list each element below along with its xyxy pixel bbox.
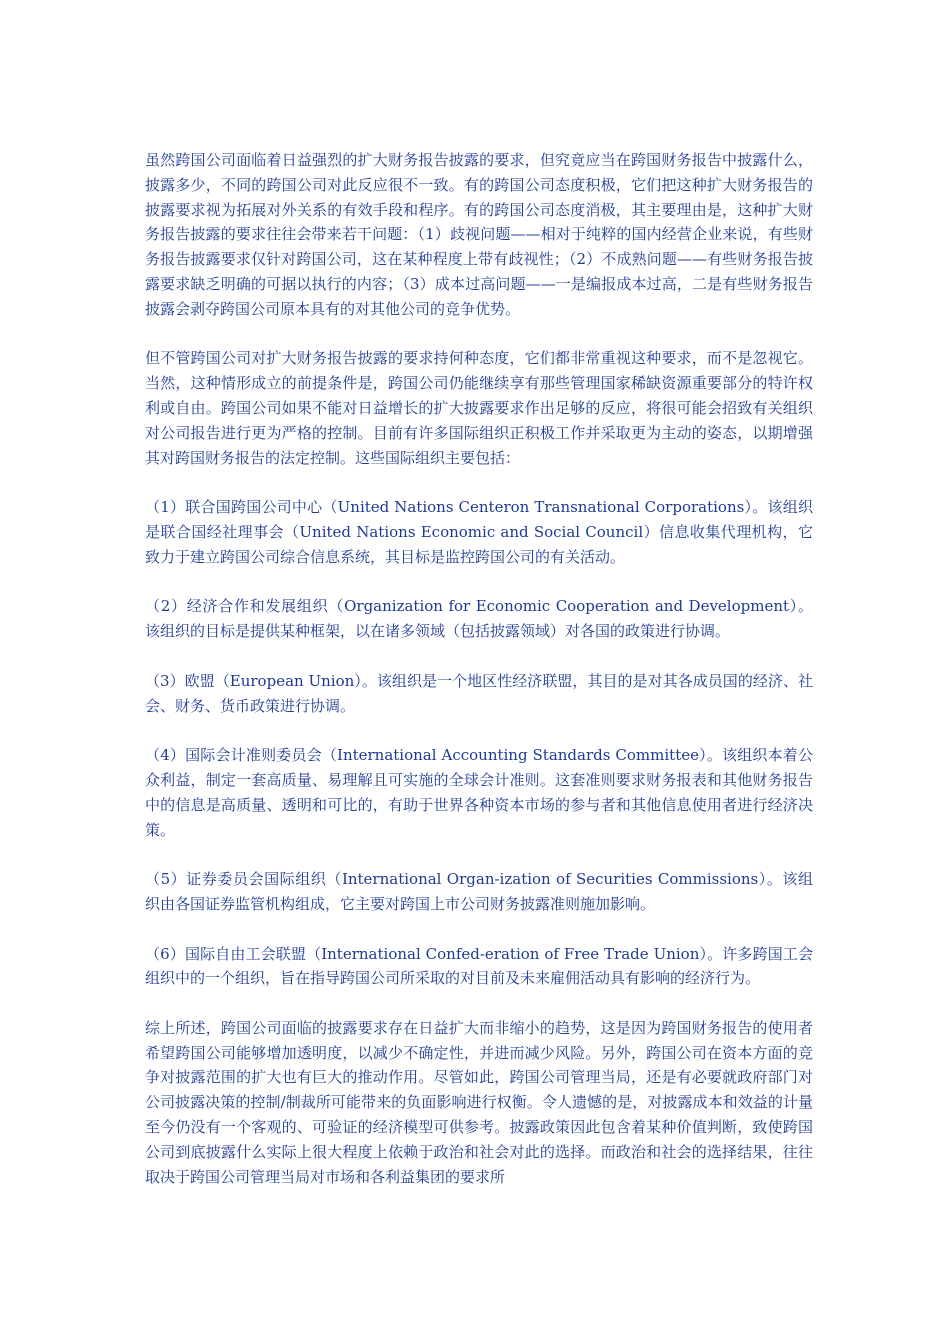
- paragraph-disclosure-attitudes: 虽然跨国公司面临着日益强烈的扩大财务报告披露的要求，但究竟应当在跨国财务报告中披露什么，披露多少，不同的跨国公司对此反应很不一致。有的跨国公司态度积极，它们把这种扩大财务报告的披露要求视为拓展对外关系的有效手段和程序。有的跨国公司态度消极，其主要理由是，这种扩大财务报告披露的要求往往会带来若干问题：（1）歧视问题——相对于纯粹的国内经营企业来说，有些财务报告披露要求仅针对跨国公司，这在某种程度上带有歧视性；（2）不成熟问题——有些财务报告披露要求缺乏明确的可据以执行的内容；（3）成本过高问题——一是编报成本过高，二是有些财务报告披露会剥夺跨国公司原本具有的对其他公司的竞争优势。: [145, 151, 813, 318]
- document-body: [145, 148, 813, 1189]
- paragraph-international-organizations-intro: 但不管跨国公司对扩大财务报告披露的要求持何种态度，它们都非常重视这种要求，而不是忽视它。当然，这种情形成立的前提条件是，跨国公司仍能继续享有那些管理国家稀缺资源重要部分的特许权利或自由。跨国公司如果不能对日益增长的扩大披露要求作出足够的反应，将很可能会招致有关组织对公司报告进行更为严格的控制。目前有许多国际组织正积极工作并采取更为主动的姿态，以期增强其对跨国财务报告的法定控制。这些国际组织主要包括：: [145, 349, 813, 467]
- list-item-iasc: （4）国际会计准则委员会（International Accounting Standards Committee）。该组织本着公众利益，制定一套高质量、易理解且可实施的全球会计准则。这套准则要求财务报表和其他财务报告中的信息是高质量、透明和可比的，有助于世界各种资本市场的参与者和其他信息使用者进行经济决策。: [145, 746, 813, 839]
- paragraph-conclusion: 综上所述，跨国公司面临的披露要求存在日益扩大而非缩小的趋势，这是因为跨国财务报告的使用者希望跨国公司能够增加透明度，以减少不确定性，并进而减少风险。另外，跨国公司在资本方面的竞争对披露范围的扩大也有巨大的推动作用。尽管如此，跨国公司管理当局，还是有必要就政府部门对公司披露决策的控制/制裁所可能带来的负面影响进行权衡。令人遗憾的是，对披露成本和效益的计量至今仍没有一个客观的、可验证的经济模型可供参考。披露政策因此包含着某种价值判断，致使跨国公司到底披露什么实际上很大程度上依赖于政治和社会对此的选择。而政治和社会的选择结果，往往取决于跨国公司管理当局对市场和各利益集团的要求所: [145, 1018, 813, 1186]
- list-item-icftu: （6）国际自由工会联盟（International Confed-eration of Free Trade Union）。许多跨国工会组织中的一个组织，旨在指导跨国公司所采取的对目前及未来雇佣活动具有影响的经济行为。: [145, 944, 813, 988]
- list-item-un-centre: （1）联合国跨国公司中心（United Nations Centeron Transnational Corporations）。该组织是联合国经社理事会（United Nations Economic and Social Council）信息收集代理机构，它致力于建立跨国公司综合信息系统，其目标是监控跨国公司的有关活动。: [145, 498, 813, 566]
- list-item-oecd: （2）经济合作和发展组织（Organization for Economic Cooperation and Development）。该组织的目标是提供某种框架，以在诸多领域（包括披露领域）对各国的政策进行协调。: [145, 597, 813, 641]
- list-item-iosco: （5）证券委员会国际组织（International Organ-ization of Securities Commissions）。该组织由各国证券监管机构组成，它主要对跨国上市公司财务披露准则施加影响。: [145, 870, 813, 913]
- list-item-european-union: （3）欧盟（European Union）。该组织是一个地区性经济联盟，其目的是对其各成员国的经济、社会、财务、货币政策进行协调。: [145, 671, 813, 715]
